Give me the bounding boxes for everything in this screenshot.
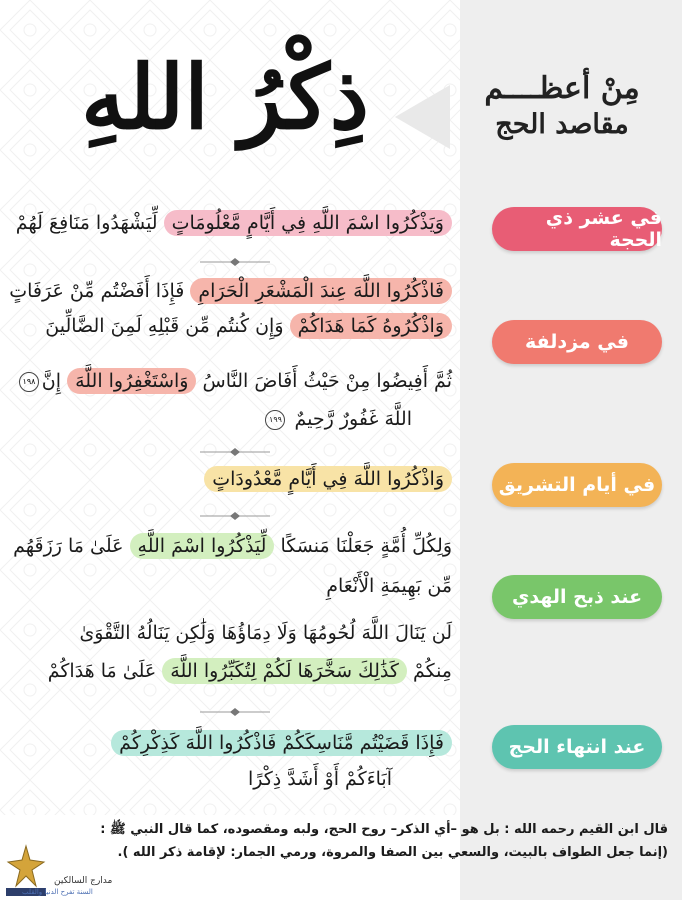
pill-tashreeq — [492, 463, 662, 507]
divider-ornament — [200, 708, 270, 716]
verse-section-4-line-4 — [48, 660, 452, 683]
verse-text: وَإِن كُنتُم مِّن قَبْلِهِ لَمِنَ الضَّالِّينَ — [45, 315, 284, 337]
pill-label: في أيام التشريق — [498, 474, 656, 496]
verse-text: مِنكُمْ — [412, 660, 452, 682]
verse-highlight: وَاسْتَغْفِرُوا اللَّهَ — [67, 368, 196, 394]
footer-line-1: قال ابن القيم رحمه الله : بل هو –أي الذكر– روح الحج، ولبه ومقصوده، كما قال النبي ﷺ : — [100, 822, 668, 837]
pill-label: في مزدلفة — [525, 331, 629, 353]
pill-sacrifice — [492, 575, 662, 619]
verse-section-2-line-2 — [45, 315, 452, 338]
verse-text: عَلَىٰ مَا هَدَاكُمْ — [47, 660, 157, 682]
header-title — [462, 70, 662, 141]
footer-quote — [28, 818, 668, 864]
verse-text: مِّن بَهِيمَةِ الْأَنْعَامِ — [326, 575, 452, 597]
pill-label: عند ذبح الهدي — [511, 586, 643, 608]
verse-text: لَن يَنَالَ اللَّهَ لُحُومُهَا وَلَا دِمَاؤُهَا وَلَٰكِن يَنَالُهُ التَّقْوَىٰ — [79, 622, 452, 644]
verse-section-2-line-3 — [42, 370, 452, 393]
verse-text: عَلَىٰ مَا رَزَقَهُم — [13, 535, 124, 557]
verse-section-4-line-3 — [79, 622, 452, 645]
header-arrow — [395, 85, 450, 149]
watermark-subtext: السنة تفرح الدنيا والقلب — [22, 888, 93, 896]
verse-number-199: ١٩٩ — [265, 410, 285, 430]
verse-text: ثُمَّ أَفِيضُوا مِنْ حَيْثُ أَفَاضَ النَّاسُ — [202, 370, 452, 392]
header-line-1: مِنْ أعظــــم — [484, 71, 640, 106]
verse-section-2-line-4 — [262, 408, 412, 431]
verse-text: فَإِذَا أَفَضْتُم مِّنْ عَرَفَاتٍ — [9, 280, 185, 302]
verse-highlight: فَاذْكُرُوا اللَّهَ عِندَ الْمَشْعَرِ الْحَرَامِ — [190, 278, 452, 304]
verse-section-5-line-2 — [248, 768, 392, 791]
verse-section-5-line-1 — [111, 732, 452, 755]
verse-section-4-line-2 — [326, 575, 452, 598]
footer-line-2: (إنما جعل الطواف بالبيت، والسعي بين الصفا والمروة، ورمي الجمار: لإقامة ذكر الله ). — [117, 845, 668, 860]
pill-muzdalifah — [492, 320, 662, 364]
verse-text: آبَاءَكُمْ أَوْ أَشَدَّ ذِكْرًا — [248, 768, 392, 790]
verse-section-4-line-1 — [13, 535, 452, 558]
verse-highlight: فَإِذَا قَضَيْتُم مَّنَاسِكَكُمْ فَاذْكُرُوا اللَّهَ كَذِكْرِكُمْ — [111, 730, 452, 756]
divider-ornament — [200, 258, 270, 266]
pill-dhul-hijjah — [492, 207, 662, 251]
verse-highlight: وَاذْكُرُوهُ كَمَا هَدَاكُمْ — [290, 313, 452, 339]
pill-label: عند انتهاء الحج — [508, 736, 646, 758]
header-line-2: مقاصد الحج — [495, 108, 629, 140]
divider-ornament — [200, 448, 270, 456]
verse-highlight: وَاذْكُرُوا اللَّهَ فِي أَيَّامٍ مَّعْدُودَاتٍ — [204, 466, 452, 492]
verse-section-1 — [16, 212, 452, 235]
verse-section-2-line-1 — [9, 280, 452, 303]
calligraphy-dhikr-allah: ذِكْرُ اللهِ — [81, 45, 369, 149]
pill-end-of-hajj — [492, 725, 662, 769]
watermark-text: مدارج السالكين — [54, 876, 113, 886]
verse-text: إِنَّ — [41, 370, 62, 392]
verse-section-3 — [204, 468, 452, 491]
verse-text: لِّيَشْهَدُوا مَنَافِعَ لَهُمْ — [15, 212, 158, 234]
verse-text: اللَّهَ غَفُورٌ رَّحِيمٌ — [294, 408, 412, 430]
verse-text: وَلِكُلِّ أُمَّةٍ جَعَلْنَا مَنسَكًا — [280, 535, 452, 557]
verse-highlight: لِّيَذْكُرُوا اسْمَ اللَّهِ — [130, 533, 275, 559]
verse-number-198: ١٩٨ — [19, 372, 39, 392]
pill-label: في عشر ذي الحجة — [545, 207, 662, 251]
verse-highlight: كَذَٰلِكَ سَخَّرَهَا لَكُمْ لِتُكَبِّرُوا اللَّهَ — [162, 658, 407, 684]
divider-ornament — [200, 512, 270, 520]
verse-highlight: وَيَذْكُرُوا اسْمَ اللَّهِ فِي أَيَّامٍ مَّعْلُومَاتٍ — [164, 210, 452, 236]
